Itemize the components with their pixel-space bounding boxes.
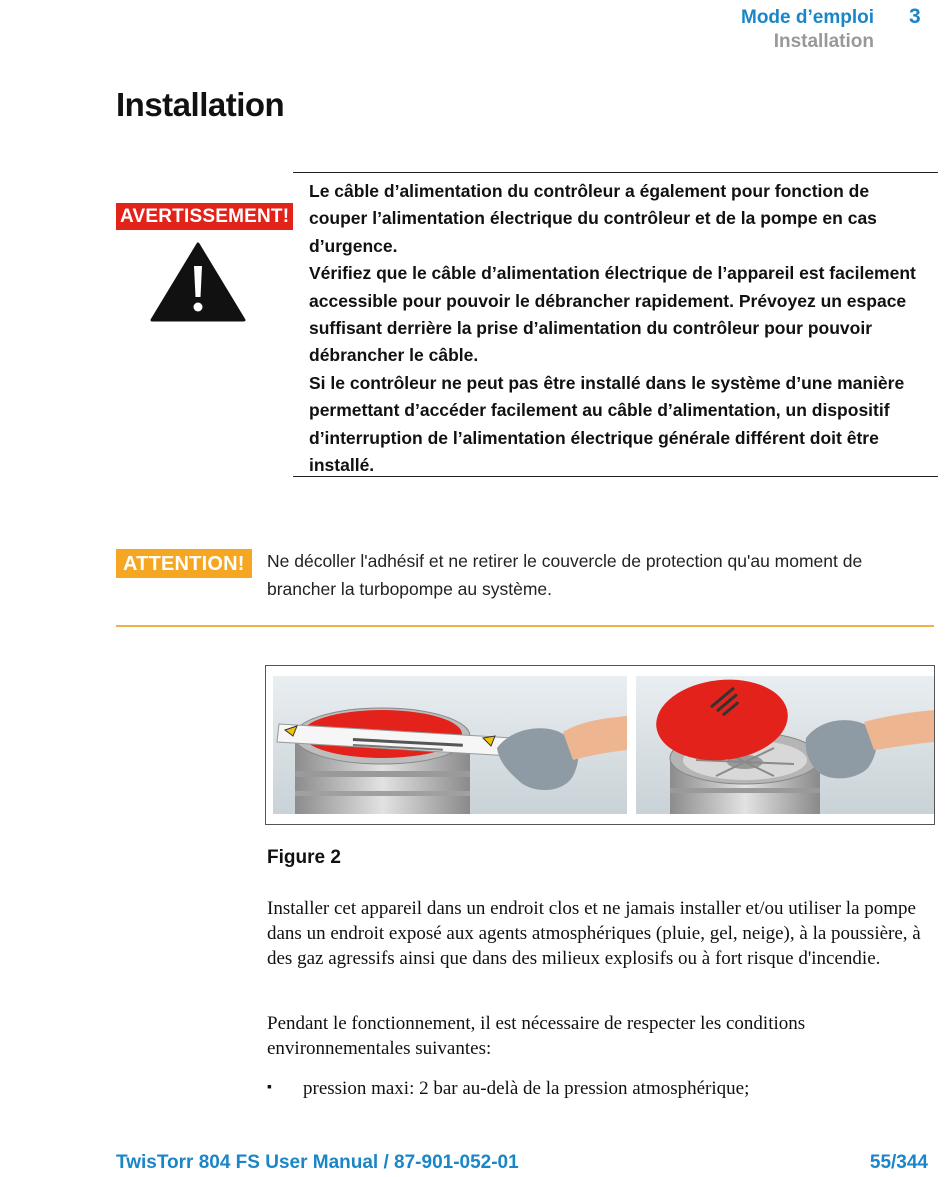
warning-triangle-icon bbox=[150, 242, 246, 322]
header-chapter: Mode d’emploi bbox=[741, 7, 874, 28]
figure-caption: Figure 2 bbox=[267, 847, 341, 868]
body-paragraph: Installer cet appareil dans un endroit clos et ne jamais installer et/ou utiliser la pompe dans un endroit exposé aux agents atmosphériques (pluie, gel, neige), à la poussière, à des gaz agressifs ainsi que dans des milieux explosifs ou à fort risque d'incendie. bbox=[267, 898, 921, 969]
figure-image-remove-adhesive bbox=[273, 676, 627, 814]
figure-frame bbox=[265, 665, 935, 825]
bullet-item: pression maxi: 2 bar au-delà de la pression atmosphérique; bbox=[303, 1078, 750, 1099]
header-section: Installation bbox=[773, 31, 874, 52]
page-title: Installation bbox=[116, 86, 285, 123]
attention-divider bbox=[116, 625, 934, 627]
body-paragraph: Pendant le fonctionnement, il est nécessaire de respecter les conditions environnementales suivantes: bbox=[267, 1013, 806, 1059]
figure-image-remove-cover bbox=[636, 676, 934, 814]
footer-page-number: 55/344 bbox=[869, 1152, 928, 1173]
attention-badge: ATTENTION! bbox=[116, 549, 252, 578]
footer-manual-title: TwisTorr 804 FS User Manual / 87-901-052-01 bbox=[116, 1152, 519, 1173]
attention-text: Ne décoller l'adhésif et ne retirer le couvercle de protection qu'au moment de brancher la turbopompe au système. bbox=[267, 551, 863, 599]
warning-paragraph: Le câble d’alimentation du contrôleur a également pour fonction de couper l’alimentation électrique du contrôleur et de la pompe en cas d’urgence. bbox=[309, 181, 877, 256]
warning-badge: AVERTISSEMENT! bbox=[116, 203, 293, 230]
warning-paragraph: Vérifiez que le câble d’alimentation électrique de l’appareil est facilement accessible pour pouvoir le débrancher rapidement. Prévoyez un espace suffisant derrière la prise d’alimentation du contrôleur pour pouvoir débrancher le câble. bbox=[309, 263, 916, 366]
warning-paragraph: Si le contrôleur ne peut pas être installé dans le système d’une manière permettant d’accéder facilement au câble d’alimentation, un dispositif d’interruption de l’alimentation électrique générale différent doit être installé. bbox=[309, 372, 905, 476]
warning-text bbox=[309, 178, 929, 479]
warning-top-rule bbox=[293, 172, 938, 173]
bullet-marker: ▪ bbox=[267, 1078, 272, 1094]
warning-bottom-rule bbox=[293, 476, 938, 477]
header-chapter-number: 3 bbox=[909, 5, 921, 28]
